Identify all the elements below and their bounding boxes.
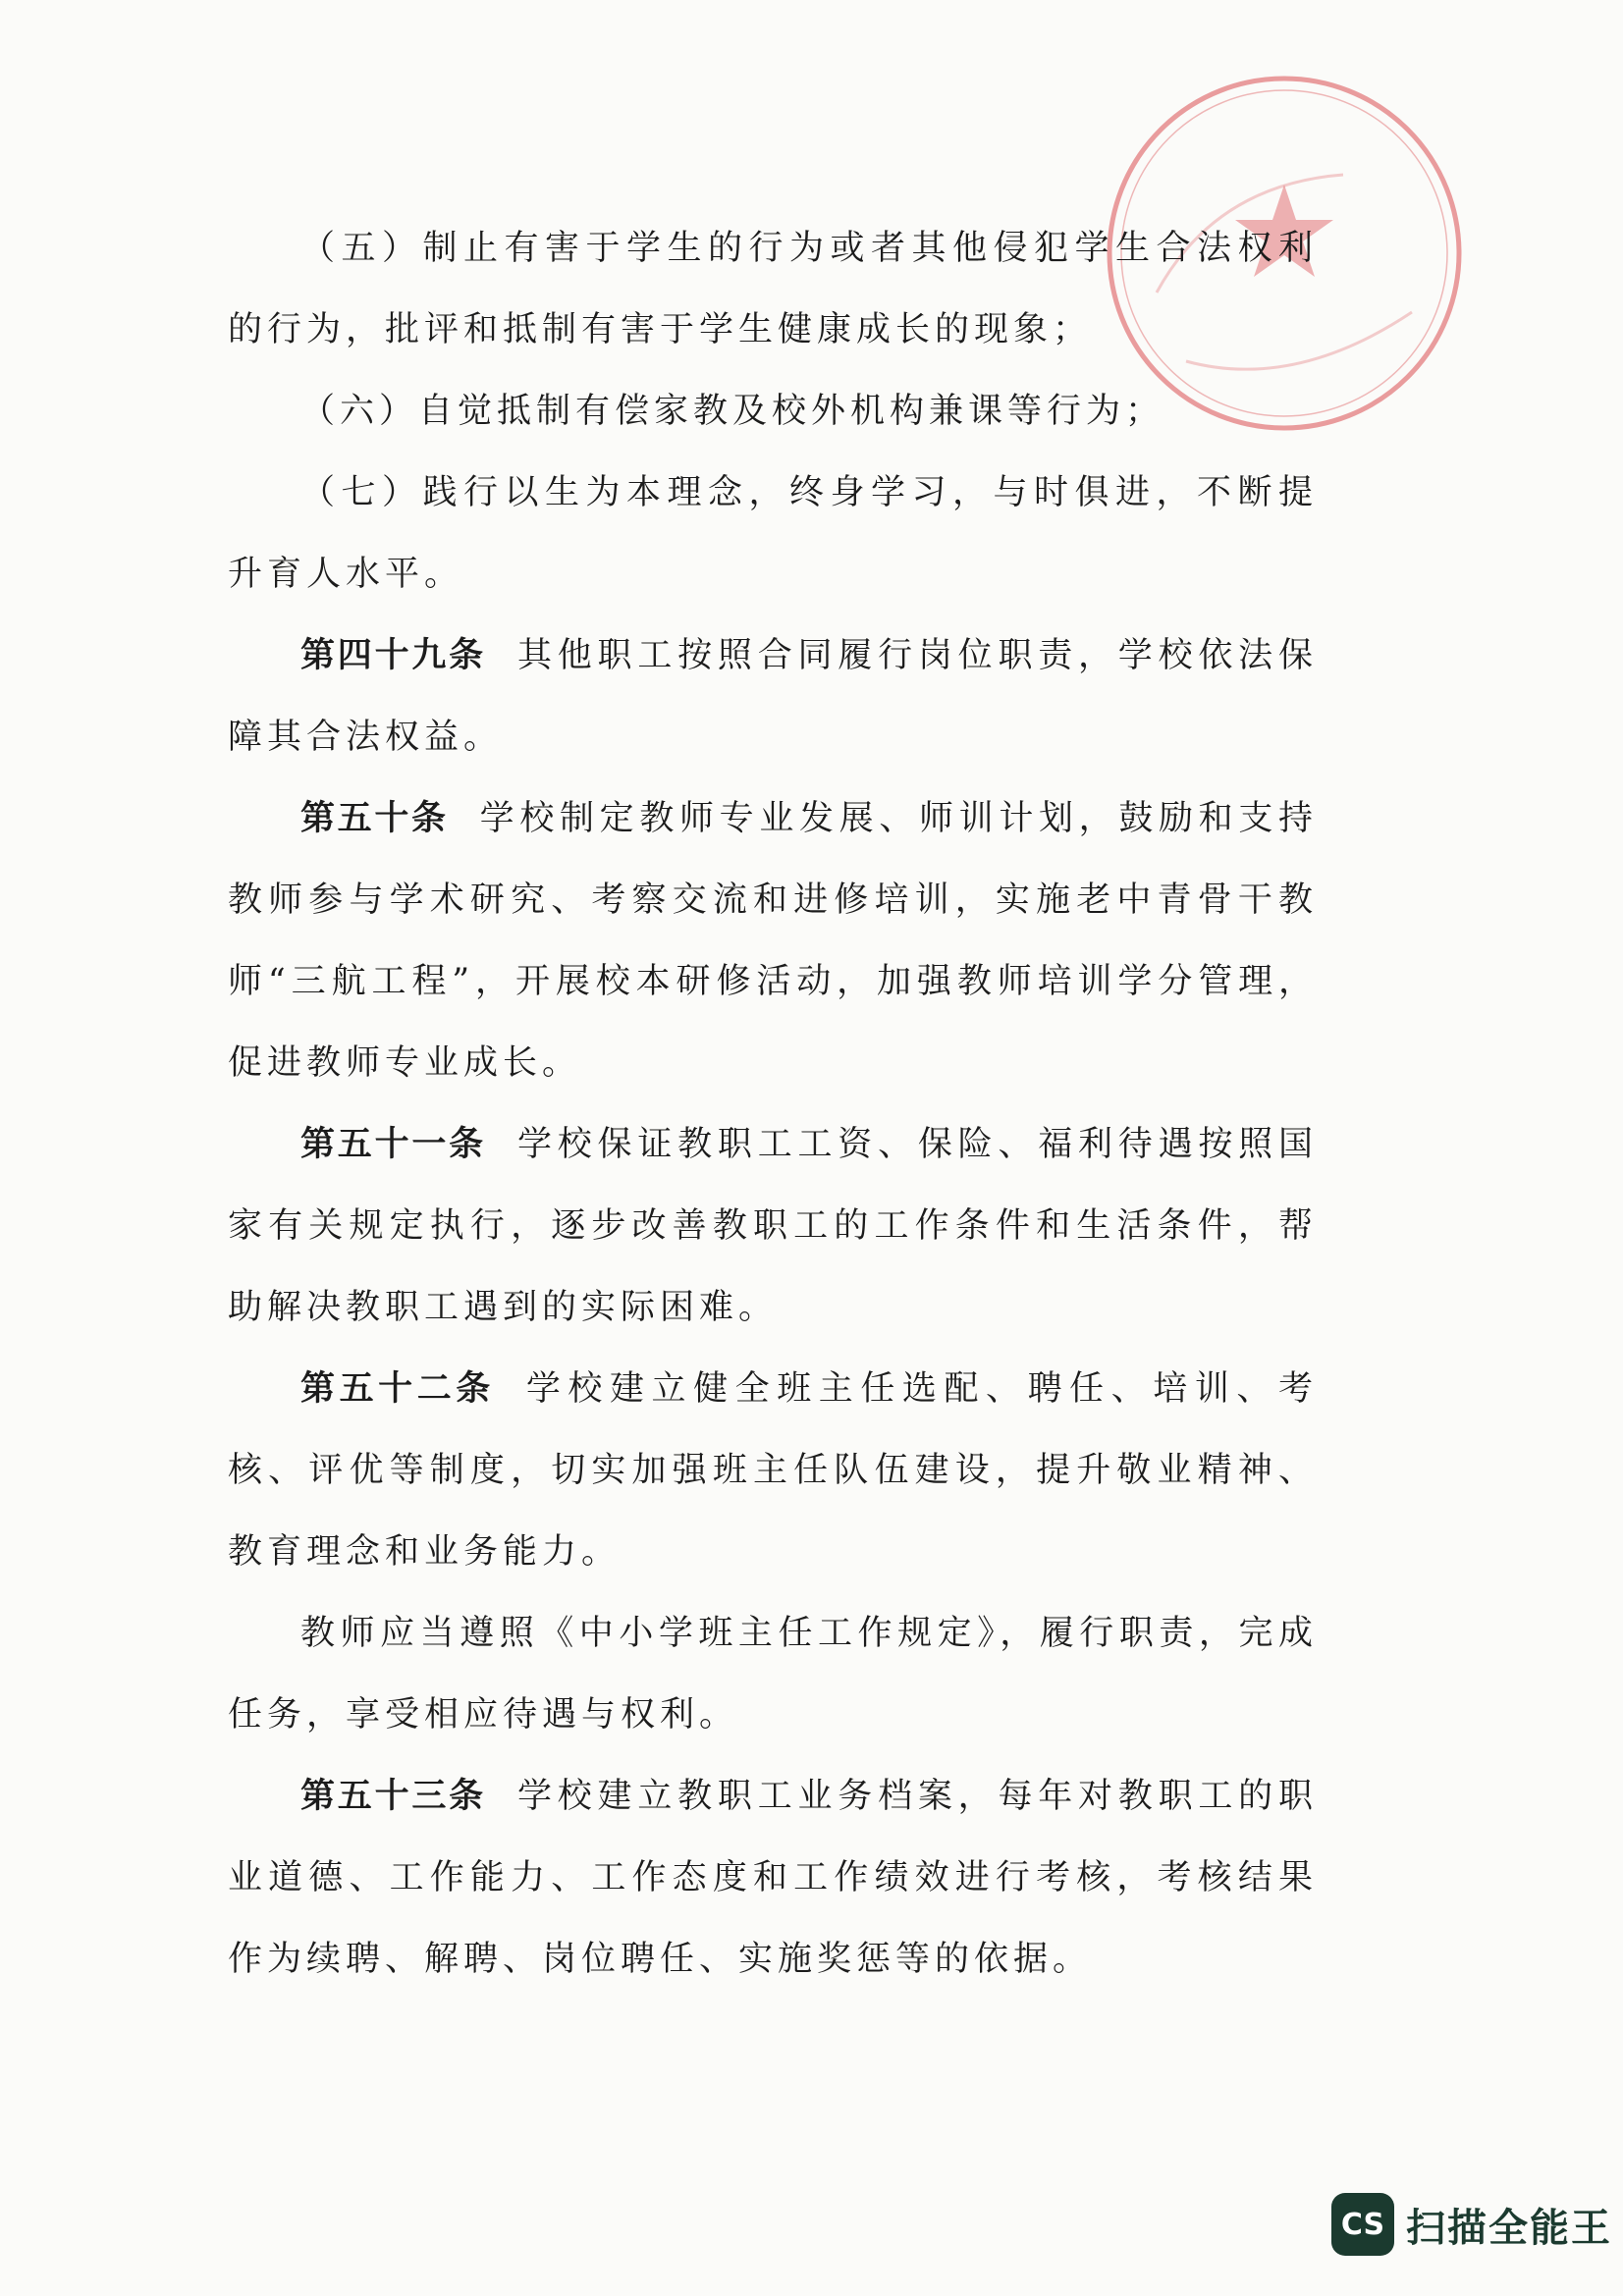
paragraph-text: 学校建立教职工业务档案，每年对教职工的职业道德、工作能力、工作态度和工作绩效进行考核，考核结果作为续聘、解聘、岗位聘任、实施奖惩等的依据。 bbox=[228, 1777, 1318, 1979]
article-heading: 第五十三条 bbox=[300, 1777, 486, 1816]
paragraph-text: 教师应当遵照《中小学班主任工作规定》，履行职责，完成任务，享受相应待遇与权利。 bbox=[228, 1614, 1318, 1735]
paragraph bbox=[228, 1104, 1318, 1349]
paragraph bbox=[228, 371, 1318, 453]
paragraph bbox=[228, 778, 1318, 1104]
paragraph-text: （五）制止有害于学生的行为或者其他侵犯学生合法权利的行为，批评和抵制有害于学生健康成长的现象； bbox=[228, 229, 1318, 349]
paragraph bbox=[228, 615, 1318, 778]
article-heading: 第五十二条 bbox=[300, 1369, 495, 1409]
paragraph bbox=[228, 1593, 1318, 1756]
paragraph-text: （七）践行以生为本理念，终身学习，与时俱进，不断提升育人水平。 bbox=[228, 473, 1318, 594]
paragraph-text: 学校制定教师专业发展、师训计划，鼓励和支持教师参与学术研究、考察交流和进修培训，实施老中青骨干教师“三航工程”，开展校本研修活动，加强教师培训学分管理，促进教师专业成长。 bbox=[228, 799, 1318, 1083]
paragraph bbox=[228, 1349, 1318, 1593]
paragraph bbox=[228, 208, 1318, 371]
scanner-watermark bbox=[1331, 2193, 1612, 2256]
document-body bbox=[228, 208, 1318, 2001]
paragraph bbox=[228, 453, 1318, 615]
article-heading: 第四十九条 bbox=[300, 636, 486, 675]
paragraph-text: （六）自觉抵制有偿家教及校外机构兼课等行为； bbox=[300, 392, 1165, 431]
paragraph-text: 其他职工按照合同履行岗位职责，学校依法保障其合法权益。 bbox=[228, 636, 1318, 757]
paragraph-text: 学校建立健全班主任选配、聘任、培训、考核、评优等制度，切实加强班主任队伍建设，提升敬业精神、教育理念和业务能力。 bbox=[228, 1369, 1318, 1572]
paragraph bbox=[228, 1756, 1318, 2001]
paragraph-text: 学校保证教职工工资、保险、福利待遇按照国家有关规定执行，逐步改善教职工的工作条件和生活条件，帮助解决教职工遇到的实际困难。 bbox=[228, 1125, 1318, 1327]
article-heading: 第五十一条 bbox=[300, 1125, 486, 1164]
article-heading: 第五十条 bbox=[300, 799, 449, 838]
camscanner-logo-icon: CS bbox=[1331, 2193, 1394, 2256]
watermark-label: 扫描全能王 bbox=[1406, 2205, 1612, 2251]
